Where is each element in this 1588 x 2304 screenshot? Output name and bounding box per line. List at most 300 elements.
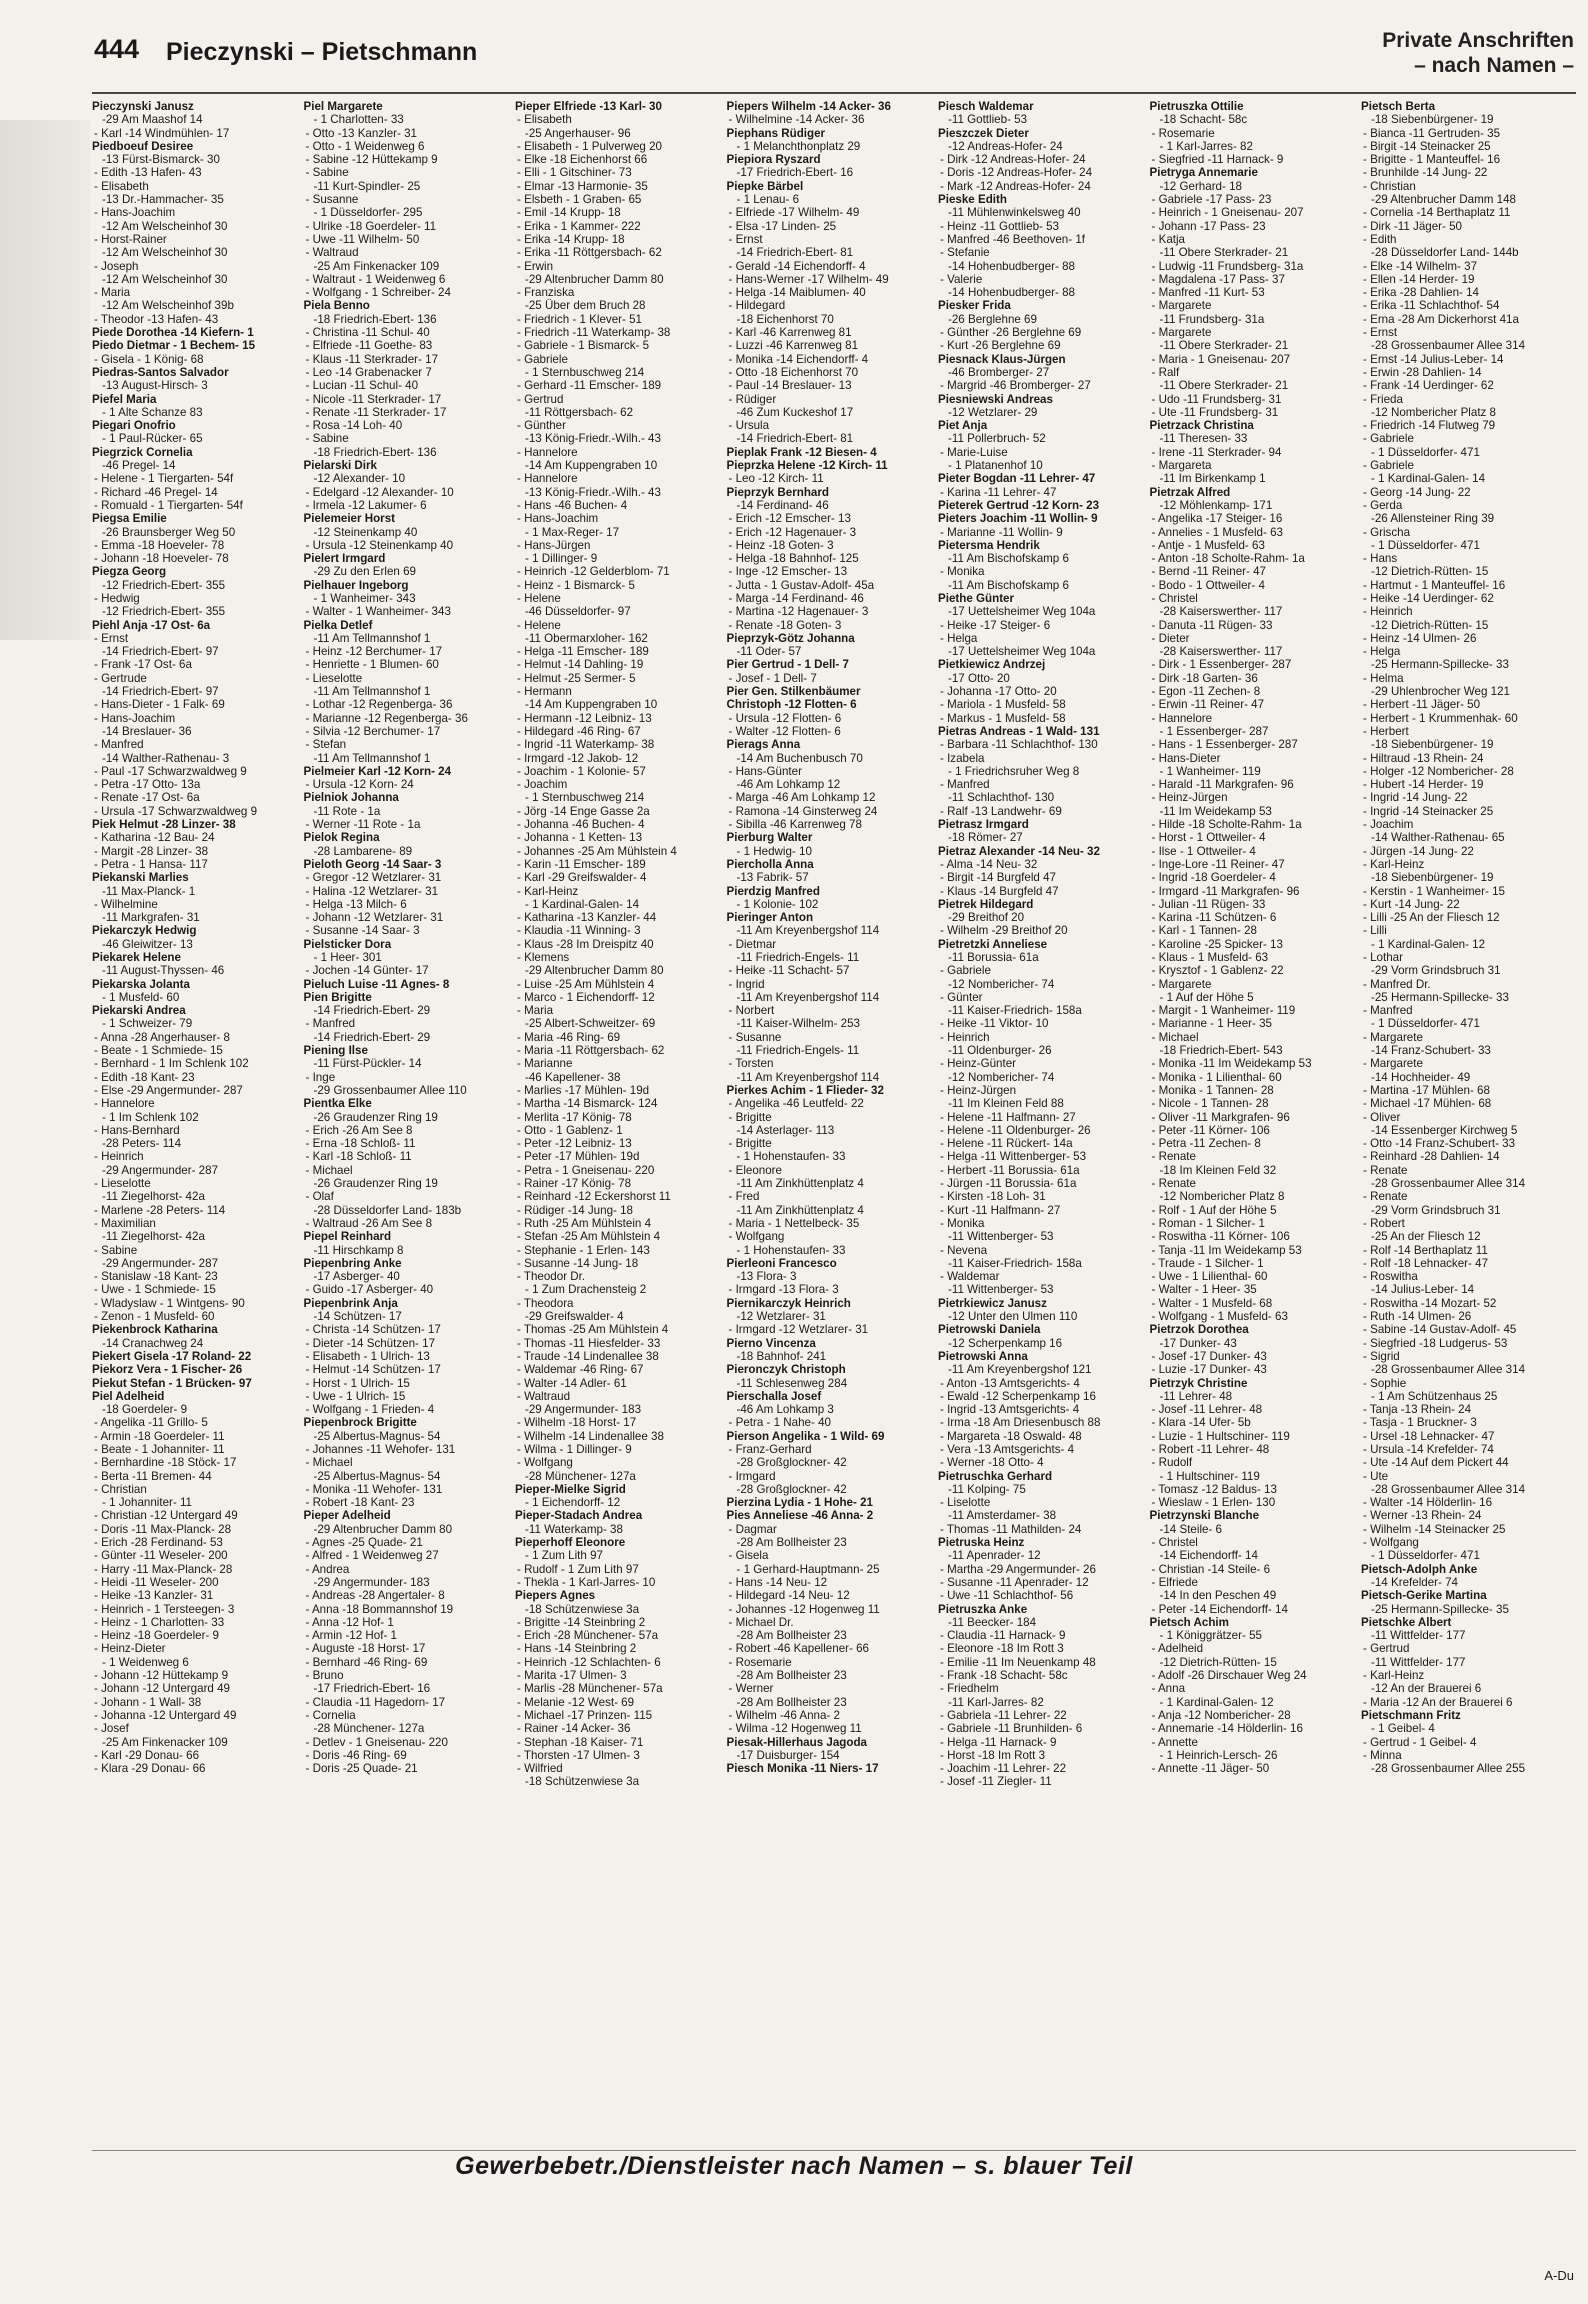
listing-entry: Piel Margarete [303, 100, 383, 113]
listing-entry: - Ralf -13 Landwehr- 69 [940, 804, 1062, 818]
listing-entry: - Marga -14 Ferdinand- 46 [728, 591, 864, 605]
listing-entry: - Irma -18 Am Driesenbusch 88 [940, 1416, 1101, 1430]
listing-entry: Piekert Gisela -17 Roland- 22 [92, 1349, 252, 1363]
listing-entry: -28 Kaiserswerther- 117 [1159, 605, 1283, 619]
listing-entry: -29 Breithof 20 [948, 911, 1025, 925]
listing-entry: - Gertrud [1363, 1642, 1410, 1656]
listing-entry: Pien Brigitte [303, 990, 372, 1004]
listing-entry: - Werner -11 Rote - 1a [305, 818, 421, 832]
listing-entry: - Adolf -26 Dirschauer Weg 24 [1151, 1669, 1307, 1683]
listing-entry: - Agnes -25 Quade- 21 [305, 1536, 423, 1550]
listing-entry: -14 Am Kuppengraben 10 [525, 698, 658, 712]
listing-entry: - Heinrich -12 Gelderblom- 71 [517, 565, 670, 579]
listing-entry: - Manfred [305, 1017, 356, 1031]
listing-entry: - Otto - 1 Gablenz- 1 [517, 1123, 623, 1137]
listing-entry: - Rolf -18 Lehnacker- 47 [1363, 1256, 1489, 1270]
listing-entry: - Edith -18 Kant- 23 [94, 1070, 195, 1084]
listing-entry: Pielarski Dirk [303, 459, 377, 473]
listing-entry: - Walter -14 Adler- 61 [517, 1376, 627, 1390]
listing-entry: - 1 Platanenhof 10 [948, 459, 1043, 473]
listing-entry: Pietrzynski Blanche [1149, 1509, 1260, 1523]
listing-entry: - 1 Heer- 301 [313, 951, 382, 964]
listing-entry: - Erwin [517, 259, 554, 273]
listing-entry: - Rüdiger -14 Jung- 18 [517, 1203, 633, 1217]
listing-entry: Pielhauer Ingeborg [303, 578, 409, 592]
listing-entry: - Renate [1151, 1177, 1196, 1191]
listing-entry: - Ruth -14 Ulmen- 26 [1363, 1310, 1472, 1324]
listing-entry: - Heinz -14 Ulmen- 26 [1363, 631, 1477, 645]
listing-entry: - Helga -11 Emscher- 189 [517, 645, 649, 659]
listing-entry: - Leo -14 Grabenacker 7 [305, 365, 432, 379]
listing-entry: - Guido -17 Asberger- 40 [305, 1283, 434, 1297]
listing-entry: -11 Schlachthof- 130 [948, 791, 1055, 805]
listing-entry: - Heinrich - 1 Gneisenau- 207 [1151, 206, 1304, 220]
listing-entry: - Udo -11 Frundsberg- 31 [1151, 392, 1282, 406]
listing-entry: - Josef -17 Dunker- 43 [1151, 1349, 1267, 1363]
listing-entry: - Hiltraud -13 Rhein- 24 [1363, 751, 1484, 765]
listing-entry: - Wilhelm -46 Anna- 2 [728, 1708, 840, 1722]
listing-entry: Piek Helmut -28 Linzer- 38 [92, 818, 236, 832]
listing-entry: - Elisabeth - 1 Ulrich- 13 [305, 1349, 430, 1363]
listing-entry: - 1 Charlotten- 33 [313, 113, 404, 127]
listing-entry: - Helma [1363, 671, 1404, 685]
listing-entry: Pieczynski Janusz [92, 100, 194, 113]
listing-entry: - Otto - 1 Weidenweg 6 [305, 139, 425, 153]
listing-entry: -18 Eichenhorst 70 [736, 312, 834, 326]
listing-entry: -11 Ziegelhorst- 42a [102, 1190, 205, 1204]
listing-entry: - Marlene -28 Peters- 114 [94, 1203, 226, 1217]
listing-entry: -12 Nombericher Platz 8 [1159, 1190, 1285, 1204]
listing-entry: Pietsch Berta [1361, 100, 1436, 113]
listing-entry: - Erika - 1 Kammer- 222 [517, 219, 641, 233]
listing-entry: - Stefan -25 Am Mühlstein 4 [517, 1230, 661, 1244]
listing-entry: - Johanna -12 Untergard 49 [94, 1708, 237, 1722]
listing-entry: Piepenbrink Anja [303, 1296, 398, 1310]
listing-entry: - Margarete [1151, 299, 1212, 313]
listing-entry: - Renate [1363, 1190, 1408, 1204]
listing-entry: -11 Gottlieb- 53 [948, 113, 1028, 127]
listing-entry: - Otto -13 Kanzler- 31 [305, 126, 417, 140]
listing-entry: -13 Fabrik- 57 [736, 871, 809, 885]
listing-entry: Piesnack Klaus-Jürgen [938, 352, 1066, 366]
listing-entry: - Johann -12 Untergard 49 [94, 1682, 230, 1696]
listing-entry: - Thomas -11 Mathilden- 24 [940, 1522, 1082, 1536]
listing-entry: -11 Frundsberg- 31a [1159, 312, 1265, 326]
listing-entry: - Robert -18 Kant- 23 [305, 1496, 415, 1510]
listing-entry: - Josef -11 Lehrer- 48 [1151, 1403, 1263, 1417]
listing-entry: - Maria -11 Röttgersbach- 62 [517, 1044, 665, 1058]
listing-entry: - Walter -14 Hölderlin- 16 [1363, 1496, 1493, 1510]
listing-entry: -14 Friedrich-Ebert- 29 [313, 1004, 431, 1018]
listing-entry: - Dieter [1151, 631, 1190, 645]
listing-entry: -14 Walther-Rathenau- 65 [1371, 831, 1505, 845]
listing-entry: - Wilhelm -14 Steinacker 25 [1363, 1522, 1506, 1536]
listing-entry: - Günter -11 Weseler- 200 [94, 1549, 228, 1563]
listing-entry: -26 Braunsberger Weg 50 [102, 525, 236, 539]
listing-entry: Pier Gertrud - 1 Dell- 7 [726, 658, 849, 672]
listing-entry: - Helmut -25 Sermer- 5 [517, 671, 636, 685]
listing-entry: Pielniok Johanna [303, 791, 399, 805]
listing-entry: -25 Albert-Schweitzer- 69 [525, 1017, 656, 1031]
listing-entry: - Angelika -46 Leutfeld- 22 [728, 1097, 864, 1111]
listing-entry: - Tanja -11 Im Weidekamp 53 [1151, 1243, 1302, 1257]
listing-entry: -14 Asterlager- 113 [736, 1123, 835, 1137]
listing-entry: - Heinz -12 Berchumer- 17 [305, 645, 443, 659]
listing-entry: - Joachim - 1 Kolonie- 57 [517, 764, 646, 778]
listing-entry: - Johanna -17 Otto- 20 [940, 685, 1057, 699]
listing-entry: - Susanne [728, 1030, 782, 1044]
listing-entry: - Gabriele [1363, 459, 1414, 473]
listing-entry: Pieluch Luise -11 Agnes- 8 [303, 977, 450, 991]
listing-entry: -18 Siebenbürgener- 19 [1371, 871, 1494, 885]
listing-entry: - Rudolf [1151, 1456, 1193, 1470]
listing-entry: - Bernhard - 1 Im Schlenk 102 [94, 1057, 249, 1071]
listing-entry: - Melanie -12 West- 69 [517, 1695, 635, 1709]
listing-entry: -11 Ziegelhorst- 42a [102, 1230, 205, 1244]
listing-entry: - Claudia -11 Hagedorn- 17 [305, 1695, 446, 1709]
listing-entry: - Emma -18 Hoeveler- 78 [94, 538, 225, 552]
listing-entry: - Julian -11 Rügen- 33 [1151, 897, 1266, 911]
listing-entry: - Erika -11 Röttgersbach- 62 [517, 246, 662, 260]
listing-entry: - Ursula -14 Krefelder- 74 [1363, 1442, 1494, 1456]
listing-entry: - 1 Karl-Jarres- 82 [1159, 139, 1253, 153]
listing-entry: Pieplak Frank -12 Biesen- 4 [726, 445, 877, 459]
listing-entry: -11 Beecker- 184 [948, 1615, 1037, 1629]
listing-entry: - Heinrich -12 Schlachten- 6 [517, 1655, 661, 1669]
listing-entry: - Inge -12 Emscher- 13 [728, 565, 848, 579]
listing-entry: - 1 Kolonie- 102 [736, 897, 819, 911]
listing-entry: - Lothar [1363, 951, 1403, 964]
listing-entry: - Cornelia -14 Berthaplatz 11 [1363, 206, 1511, 220]
listing-entry: - Halina -12 Wetzlarer- 31 [305, 884, 439, 898]
listing-entry: -28 Großglockner- 42 [736, 1456, 847, 1470]
listing-entry: -25 Am Finkenacker 109 [102, 1735, 228, 1749]
listing-entry: - Hans-Joachim [94, 206, 176, 220]
listing-entry: - Manfred Dr. [1363, 977, 1431, 991]
listing-entry: - Zenon - 1 Musfeld- 60 [94, 1310, 215, 1324]
listing-entry: - Reinhard -28 Dahlien- 14 [1363, 1150, 1500, 1164]
listing-entry: -11 Am Tellmannshof 1 [313, 685, 431, 699]
listing-entry: -14 Am Buchenbusch 70 [736, 751, 863, 765]
listing-entry: - Jochen -14 Günter- 17 [305, 964, 429, 978]
listing-entry: Pietruszka Ottilie [1149, 100, 1244, 113]
listing-entry: -17 Dunker- 43 [1159, 1336, 1237, 1350]
listing-entry: - Hans -14 Neu- 12 [728, 1575, 828, 1589]
listing-entry: -11 Obere Sterkrader- 21 [1159, 379, 1289, 393]
listing-entry: Piedboeuf Desiree [92, 139, 194, 153]
listing-entry: -11 Obere Sterkrader- 21 [1159, 246, 1289, 260]
listing-entry: - Frank -18 Schacht- 58c [940, 1669, 1068, 1683]
listing-entry: - Harry -11 Max-Planck- 28 [94, 1562, 233, 1576]
footer-rule [92, 2150, 1576, 2151]
listing-entry: -29 Angermunder- 287 [102, 1256, 219, 1270]
listing-entry: - Hans-Joachim [517, 512, 599, 526]
listing-entry: - Helmut -14 Schützen- 17 [305, 1363, 441, 1377]
listing-entry: - Siegfried -18 Ludgerus- 53 [1363, 1336, 1508, 1350]
listing-entry: -46 Am Lohkamp 3 [736, 1403, 834, 1417]
listing-entry: - Edith [1363, 232, 1397, 246]
listing-entry: -18 Goerdeler- 9 [102, 1403, 188, 1417]
listing-entry: - Heike -17 Steiger- 6 [940, 618, 1051, 632]
listing-entry: - Bernhardine -18 Stöck- 17 [94, 1456, 237, 1470]
listing-entry: -28 Am Bollheister 23 [736, 1669, 847, 1683]
listing-entry: Piekarski Andrea [92, 1004, 186, 1018]
listing-entry: - Manfred [94, 738, 144, 752]
listing-entry: -11 Kaiser-Wilhelm- 253 [736, 1017, 860, 1031]
listing-entry: - Martina -12 Hagenauer- 3 [728, 605, 869, 619]
listing-entry: -11 Hirschkamp 8 [313, 1243, 404, 1257]
listing-entry: -13 Dr.-Hammacher- 35 [102, 193, 224, 207]
listing-entry: Pietrzok Dorothea [1149, 1323, 1249, 1337]
listing-entry: -46 Zum Kuckeshof 17 [736, 405, 854, 419]
listing-entry: - 1 Friedrichsruher Weg 8 [948, 764, 1080, 778]
listing-entry: -13 Flora- 3 [736, 1270, 797, 1284]
listing-entry: Piepke Bärbel [726, 179, 804, 193]
listing-entry: -12 Am Welscheinhof 39b [102, 299, 234, 313]
listing-entry: - Siegfried -11 Harnack- 9 [1151, 153, 1284, 167]
listing-entry: - Roswitha -14 Mozart- 52 [1363, 1296, 1497, 1310]
listing-column [727, 100, 929, 2148]
listing-entry: Pies Anneliese -46 Anna- 2 [726, 1509, 874, 1523]
listing-entry: -12 Am Welscheinhof 30 [102, 219, 228, 233]
listing-entry: -11 Pollerbruch- 52 [948, 432, 1046, 446]
listing-entry: - Horst-Rainer [94, 232, 167, 246]
listing-entry: - Petra - 1 Hansa- 117 [94, 857, 208, 871]
listing-entry: - Helene -11 Halfmann- 27 [940, 1110, 1076, 1124]
listing-entry: - Sigrid [1363, 1349, 1400, 1363]
listing-entry: - Walter - 1 Wanheimer- 343 [305, 605, 451, 619]
listing-entry: - Christel [1151, 591, 1198, 605]
listing-entry: - Rolf -14 Berthaplatz 11 [1363, 1243, 1488, 1257]
section-heading-line2: – nach Namen – [1414, 54, 1574, 77]
listing-entry: - Marianne -12 Regenberga- 36 [305, 711, 468, 725]
listing-entry: - Waltraud [305, 246, 359, 260]
page-header [0, 0, 1588, 100]
listing-entry: - Adelheid [1151, 1642, 1204, 1656]
listing-entry: -14 Hohenbudberger- 88 [948, 259, 1075, 273]
listing-entry: - 1 Kardinal-Galen- 12 [1159, 1695, 1274, 1709]
listing-entry: - Markus - 1 Musfeld- 58 [940, 711, 1066, 725]
listing-entry: - Rosemarie [1151, 126, 1215, 140]
listing-entry: - Dirk -11 Jäger- 50 [1363, 219, 1463, 233]
listing-entry: -26 Graudenzer Ring 19 [313, 1177, 438, 1191]
listing-entry: Pielmeier Karl -12 Korn- 24 [303, 764, 452, 778]
listing-entry: -12 Dietrich-Rütten- 15 [1159, 1655, 1277, 1669]
listing-entry: - 1 Weidenweg 6 [102, 1655, 189, 1669]
listing-entry: -11 Kurt-Spindler- 25 [313, 179, 421, 193]
listing-entry: -29 Uhlenbrocher Weg 121 [1371, 685, 1510, 699]
listing-entry: - Hildegard -14 Neu- 12 [728, 1589, 850, 1603]
listing-entry: - Ute [1363, 1469, 1389, 1483]
listing-entry: Pierdzig Manfred [726, 884, 820, 898]
listing-entry: - Katharina -12 Bau- 24 [94, 831, 215, 845]
listing-entry: -11 Max-Planck- 1 [102, 884, 196, 898]
listing-entry: - Horst - 1 Ulrich- 15 [305, 1376, 410, 1390]
listing-entry: Piela Benno [303, 299, 370, 313]
listing-entry: - Herbert -11 Borussia- 61a [940, 1163, 1080, 1177]
listing-entry: - Sabine -12 Hüttekamp 9 [305, 153, 438, 167]
listing-entry: - Kurt -11 Halfmann- 27 [940, 1203, 1061, 1217]
listing-entry: - Helga -11 Wittenberger- 53 [940, 1150, 1087, 1164]
listing-entry: -11 Am Zinkhüttenplatz 4 [736, 1203, 864, 1217]
listing-entry: - Marianne - 1 Heer- 35 [1151, 1017, 1272, 1031]
listing-entry: - Hildegard [728, 299, 786, 313]
listing-entry: -25 Über dem Bruch 28 [525, 299, 646, 313]
listing-entry: Pietras Andreas - 1 Wald- 131 [938, 724, 1100, 738]
listing-entry: -11 Im Birkenkamp 1 [1159, 472, 1266, 486]
listing-entry: - 1 Zum Drachensteig 2 [525, 1283, 647, 1297]
listing-entry: - Hannelore [517, 472, 578, 486]
listing-entry: Pierkes Achim - 1 Flieder- 32 [726, 1083, 884, 1097]
listing-entry: - Heinrich [94, 1150, 144, 1164]
listing-entry: - Klara -14 Ufer- 5b [1151, 1416, 1251, 1430]
listing-entry: - Gerald -14 Eichendorff- 4 [728, 259, 866, 273]
listing-entry: -28 Kaiserswerther- 117 [1159, 645, 1283, 659]
margin-shading [0, 120, 90, 640]
listing-entry: -17 Friedrich-Ebert- 16 [736, 166, 854, 180]
listing-entry: - Manfred -11 Kurt- 53 [1151, 286, 1265, 300]
listing-entry: - Antje - 1 Musfeld- 63 [1151, 538, 1265, 552]
listing-entry: - Silvia -12 Berchumer- 17 [305, 724, 441, 738]
listing-entry: - Theodor Dr. [517, 1270, 586, 1284]
listing-column [938, 100, 1140, 2148]
listing-entry: - Karl-Heinz [1363, 857, 1425, 871]
listing-entry: -14 Steile- 6 [1159, 1522, 1223, 1536]
listing-entry: - Klaus -11 Sterkrader- 17 [305, 352, 439, 366]
listing-entry: - Christian -12 Untergard 49 [94, 1509, 238, 1523]
listing-entry: - Martha -14 Bismarck- 124 [517, 1097, 658, 1111]
listing-entry: - Ruth -25 Am Mühlstein 4 [517, 1216, 652, 1230]
listing-entry: - Erich -12 Hagenauer- 3 [728, 525, 857, 539]
listing-entry: -12 Nombericher- 74 [948, 1070, 1055, 1084]
listing-entry: - Doris -46 Ring- 69 [305, 1748, 407, 1762]
listing-entry: - Lilli [1363, 924, 1387, 938]
listing-entry: - Hannelore [1151, 711, 1213, 725]
listing-entry: -11 Im Weidekamp 53 [1159, 804, 1272, 818]
listing-entry: -11 Friedrich-Engels- 11 [736, 951, 860, 964]
listing-entry: - Wolfgang [517, 1456, 573, 1470]
listing-entry: - Reinhard -12 Eckershorst 11 [517, 1190, 671, 1204]
listing-entry: - Marianne [517, 1057, 573, 1071]
listing-entry: Pietraz Alexander -14 Neu- 32 [938, 844, 1100, 858]
listing-entry: -11 Am Bischofskamp 6 [948, 552, 1069, 566]
listing-entry: - Lilli -25 An der Fliesch 12 [1363, 911, 1500, 925]
listing-entry: - Klaus -14 Burgfeld 47 [940, 884, 1059, 898]
listing-entry: - 1 Paul-Rücker- 65 [102, 432, 203, 446]
listing-entry: - Beate - 1 Johanniter- 11 [94, 1442, 225, 1456]
footer-note: Gewerbebetr./Dienstleister nach Namen – s. blauer Teil [455, 2152, 1133, 2180]
listing-entry: Pieprzyk Bernhard [726, 485, 829, 499]
listing-entry: -25 Albertus-Magnus- 54 [313, 1469, 441, 1483]
listing-entry: - Susanne -11 Apenrader- 12 [940, 1575, 1089, 1589]
listing-entry: - Roswitha -11 Körner- 106 [1151, 1230, 1290, 1244]
listing-entry: -29 Grossenbaumer Allee 110 [313, 1083, 467, 1097]
listing-entry: - Hans [1363, 552, 1398, 566]
listing-entry: - Ewald -12 Scherpenkamp 16 [940, 1389, 1096, 1403]
listing-entry: - Inge-Lore -11 Reiner- 47 [1151, 857, 1285, 871]
listing-entry: - Traude - 1 Silcher- 1 [1151, 1256, 1264, 1270]
listing-entry: -11 Am Tellmannshof 1 [313, 631, 431, 645]
listing-entry: -12 Dietrich-Rütten- 15 [1371, 618, 1489, 632]
listing-entry: - Nicole - 1 Tannen- 28 [1151, 1097, 1269, 1111]
listing-entry: - Annette -11 Jäger- 50 [1151, 1762, 1270, 1776]
listing-entry: Pieper Adelheid [303, 1509, 391, 1523]
listing-entry: - Johann -18 Hoeveler- 78 [94, 552, 229, 566]
listing-entry: Pietryga Annemarie [1149, 166, 1258, 180]
listing-entry: - 1 Hohenstaufen- 33 [736, 1150, 846, 1164]
listing-entry: -29 Vorm Grindsbruch 31 [1371, 964, 1501, 978]
listing-entry: - Renate -18 Goten- 3 [728, 618, 842, 632]
listing-entry: - 1 Düsseldorfer- 471 [1371, 1549, 1480, 1563]
section-heading-line1: Private Anschriften [1382, 29, 1574, 52]
listing-entry: - Walter -12 Flotten- 6 [728, 724, 841, 738]
listing-entry: - Karl -14 Windmühlen- 17 [94, 126, 230, 140]
listing-entry: - Uwe - 1 Schmiede- 15 [94, 1283, 216, 1297]
listing-entry: -25 Hermann-Spillecke- 35 [1371, 1602, 1509, 1616]
listing-entry: - Roswitha [1363, 1270, 1418, 1284]
listing-entry: - Margit - 1 Wanheimer- 119 [1151, 1004, 1296, 1018]
listing-entry: -12 Andreas-Hofer- 24 [948, 139, 1063, 153]
listing-entry: -29 Angermunder- 183 [525, 1403, 642, 1417]
listing-entry: - Josef - 1 Dell- 7 [728, 671, 817, 685]
listing-entry: -28 Düsseldorfer Land- 183b [313, 1203, 462, 1217]
listing-entry: - Karl-Heinz [1363, 1669, 1425, 1683]
listing-entry: - Wolfgang [728, 1230, 785, 1244]
listing-entry: - Claudia -11 Harnack- 9 [940, 1629, 1066, 1643]
listing-entry: -14 Cranachweg 24 [102, 1336, 204, 1350]
listing-entry: - Marie-Luise [940, 445, 1008, 459]
listing-entry: Pieszczek Dieter [938, 126, 1029, 140]
listing-entry: - Eleonore -18 Im Rott 3 [940, 1642, 1064, 1656]
listing-entry: -46 Am Lohkamp 12 [736, 778, 841, 792]
listing-entry: - Merlita -17 König- 78 [517, 1110, 632, 1124]
listing-entry: - Irmgard -12 Wetzlarer- 31 [728, 1323, 869, 1337]
listing-entry: - Petra -17 Otto- 13a [94, 778, 201, 792]
listing-entry: - Robert [1363, 1216, 1405, 1230]
listing-entry: - Josef -11 Ziegler- 11 [940, 1775, 1052, 1789]
listing-entry: - Gabriela -11 Lehrer- 22 [940, 1708, 1067, 1722]
listing-entry: - Christina -11 Schul- 40 [305, 326, 430, 340]
listing-entry: Pietretzki Anneliese [938, 937, 1048, 951]
listing-entry: - Johanna -46 Buchen- 4 [517, 818, 645, 832]
listing-entry: - Joachim [1363, 818, 1414, 832]
listing-entry: - Frank -17 Ost- 6a [94, 658, 192, 672]
listing-column [1150, 100, 1352, 2148]
listing-entry: Pielsticker Dora [303, 937, 392, 951]
listing-entry: - Erich -28 Ferdinand- 53 [94, 1536, 223, 1550]
listing-entry: - Dirk - 1 Essenberger- 287 [1151, 658, 1292, 672]
listing-entry: - Hans-Joachim [94, 711, 176, 725]
listing-entry: - Lothar -12 Regenberga- 36 [305, 698, 453, 712]
listing-entry: - Brunhilde -14 Jung- 22 [1363, 166, 1488, 180]
listing-entry: - Wolfgang - 1 Frieden- 4 [305, 1403, 435, 1417]
listing-entry: - Eleonore [728, 1163, 782, 1177]
listing-entry: -28 Münchener- 127a [313, 1722, 425, 1736]
listing-entry: Piekarczyk Hedwig [92, 924, 197, 938]
listing-entry: -11 August-Thyssen- 46 [102, 964, 225, 978]
listing-entry: - Katja [1151, 232, 1186, 246]
listing-entry: Pietrzack Christina [1149, 419, 1254, 433]
listing-entry: Pietrkiewicz Janusz [938, 1296, 1047, 1310]
listing-entry: -28 Grossenbaumer Allee 314 [1371, 339, 1526, 353]
listing-entry: - Klaus - 1 Musfeld- 63 [1151, 951, 1269, 964]
listing-entry: - Ute -11 Frundsberg- 31 [1151, 405, 1279, 419]
listing-entry: -25 Hermann-Spillecke- 33 [1371, 990, 1509, 1004]
listing-entry: - Wilma - 1 Dillinger- 9 [517, 1442, 632, 1456]
listing-entry: - Heinrich [1363, 605, 1413, 619]
listing-entry: - Hannelore [94, 1097, 155, 1111]
listing-entry: - Monika -14 Eichendorff- 4 [728, 352, 869, 366]
